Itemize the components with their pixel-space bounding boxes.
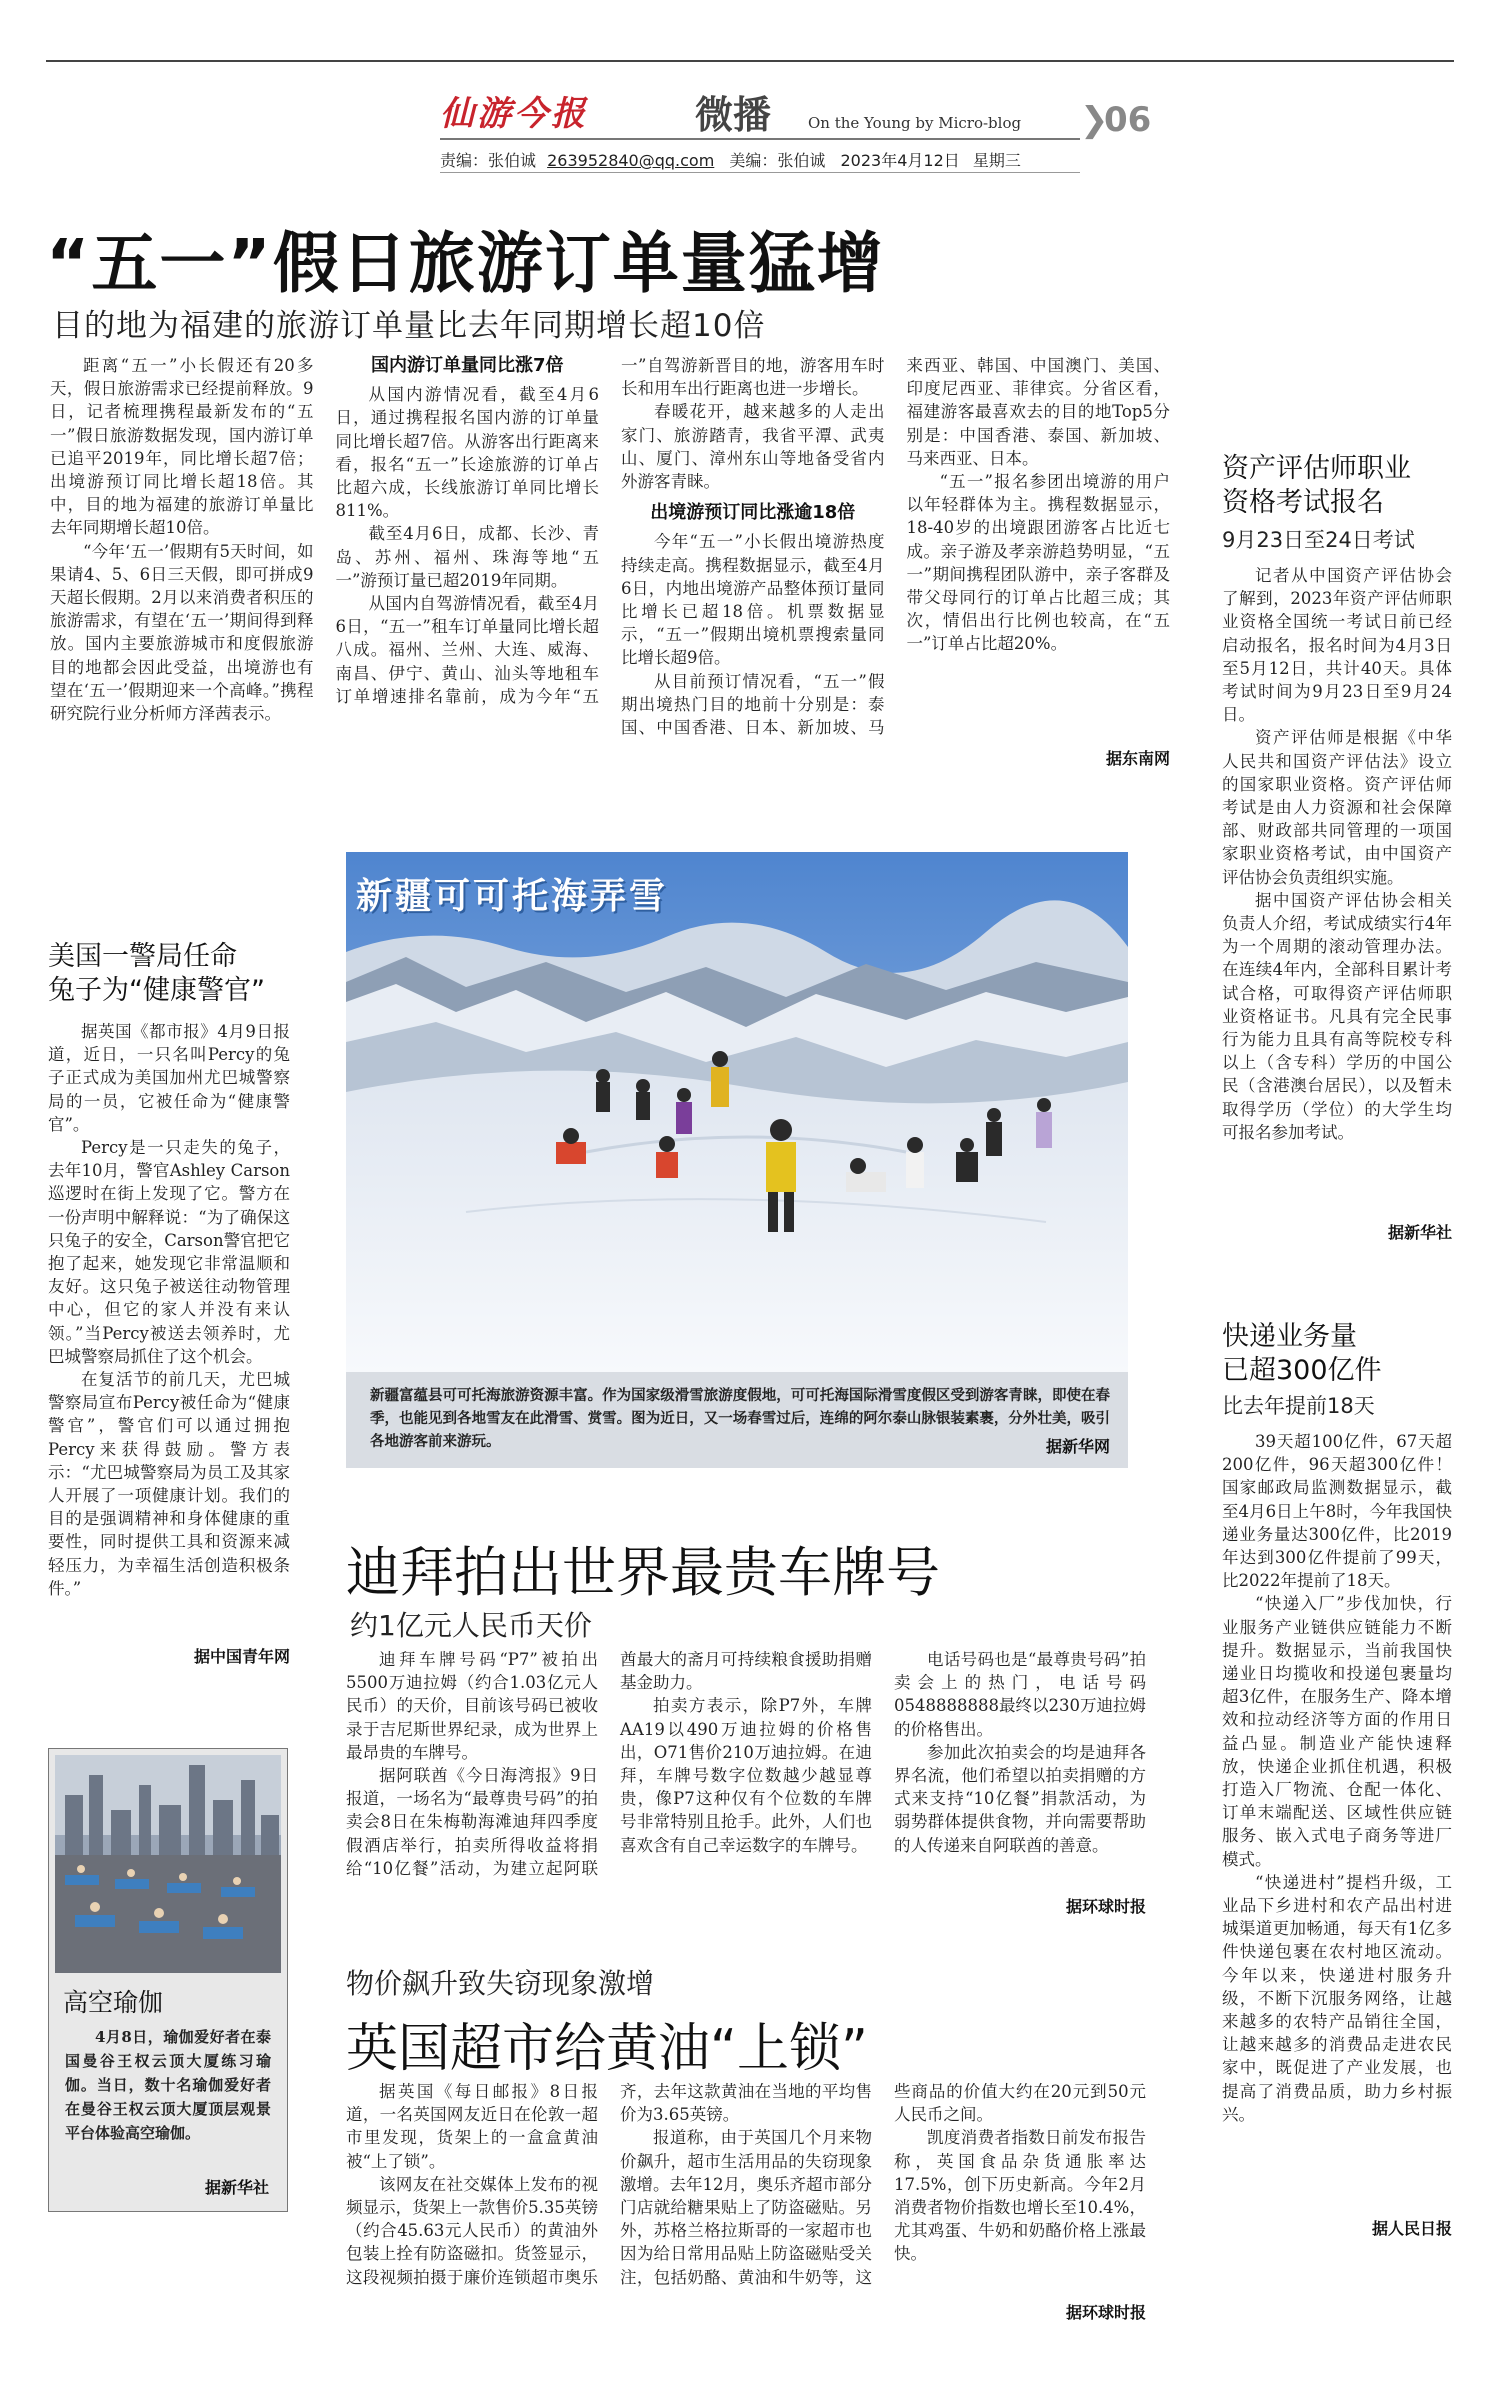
cpa-title-line2: 资格考试报名	[1222, 487, 1384, 518]
masthead-bottom-rule	[440, 172, 1080, 173]
lead-subhead-outbound: 出境游预订同比涨逾18倍	[650, 502, 856, 524]
yoga-box	[48, 1748, 288, 2212]
cpa-subtitle: 9月23日至24日考试	[1222, 528, 1415, 552]
rabbit-title-line1: 美国一警局任命	[48, 941, 237, 972]
dubai-paragraph: 参加此次拍卖会的均是迪拜各界名流，他们希望以拍卖捐赠的方式来支持“10亿餐”捐款活动，为弱势群体提供食物，并向需要帮助的人传递来自阿联酋的善意。	[894, 1742, 1146, 1855]
lead-paragraph: “今年‘五一’假期有5天时间，如果请4、5、6日三天假，即可拼成9天超长假期。2月以来消费者积压的旅游需求，有望在‘五一’期间得到释放。国内主要旅游城市和度假旅游目的地都会因此受益，出境游也有望在‘五一’假期迎来一个高峰。”携程研究院行业分析师方泽茜表示。	[50, 541, 314, 724]
express-title-line1: 快递业务量	[1222, 1321, 1357, 1352]
masthead	[440, 84, 1160, 144]
rabbit-source: 据中国青年网	[193, 1647, 290, 1666]
butter-body	[346, 2080, 1146, 2290]
masthead-logo: 仙游今报	[440, 94, 588, 134]
cpa-body	[1222, 564, 1452, 1214]
snow-photo	[346, 852, 1128, 1372]
express-paragraph: “快递入厂”步伐加快，行业服务产业链供应链能力不断提升。数据显示，当前我国快递业日均揽收和投递包裹量均超3亿件，在服务生产、降本增效和拉动经济等方面的作用日益凸显。制造业产能快速释放，快递企业抓住机遇，积极打造入厂物流、仓配一体化、订单末端配送、区域性供应链服务、嵌入式电子商务等进厂模式。	[1222, 1594, 1452, 1869]
dubai-subheadline: 约1亿元人民币天价	[350, 1609, 592, 1642]
masthead-section-en: On the Young by Micro-blog	[808, 114, 1022, 132]
express-body	[1222, 1430, 1452, 2212]
express-source: 据人民日报	[1371, 2219, 1452, 2238]
designer-name: 美编：张伯诚	[729, 151, 826, 170]
cpa-paragraph: 据中国资产评估协会相关负责人介绍，考试成绩实行4年为一个周期的滚动管理办法。在连续4年内，全部科目累计考试合格，可取得资产评估师职业资格证书。凡具有完全民事行为能力且具有高等院校专科以上（含专科）学历的中国公民（含港澳台居民），以及暂未取得学历（学位）的大学生均可报名参加考试。	[1222, 890, 1452, 1142]
yoga-photo-illustration	[55, 1755, 281, 1973]
dubai-paragraph: 迪拜车牌号码“P7”被拍出5500万迪拉姆（约合1.03亿元人民币）的天价，目前该号码已被收录于吉尼斯世界纪录，成为世界上最昂贵的车牌号。	[346, 1650, 598, 1762]
rabbit-paragraph: Percy是一只走失的兔子，去年10月，警官Ashley Carson巡逻时在街上发现了它。警方在一份声明中解释说：“为了确保这只兔子的安全，Carson警官把它抱了起来，她发现它非常温顺和友好。这只兔子被送往动物管理中心，但它的家人并没有来认领。”当Percy被送去领养时，尤巴城警察局抓住了这个机会。	[48, 1138, 290, 1366]
snow-photo-caption: 新疆富蕴县可可托海旅游资源丰富。作为国家级滑雪旅游度假地，可可托海国际滑雪度假区受到游客青睐，即使在春季，也能见到各地雪友在此滑雪、赏雪。图为近日，又一场春雪过后，连绵的阿尔泰山脉银装素裹，分外壮美，吸引各地游客前来游玩。	[370, 1387, 1110, 1450]
butter-headline: 英国超市给黄油“上锁”	[346, 2019, 868, 2079]
express-title-line2: 已超300亿件	[1222, 1355, 1382, 1386]
cpa-paragraph: 记者从中国资产评估协会了解到，2023年资产评估师职业资格全国统一考试日前已经启动报名，报名时间为4月3日至5月12日，共计40天。具体考试时间为9月23日至9月24日。	[1222, 566, 1452, 725]
issue-date: 2023年4月12日	[840, 151, 960, 170]
dubai-headline: 迪拜拍出世界最贵车牌号	[346, 1541, 940, 1604]
dubai-paragraph: 据阿联酋《今日海湾报》9日报道，一场名为“最尊贵号码”的拍卖会8日在朱梅勒海滩迪拜四季度假酒店举行，拍卖所得收益将捐给“10亿餐”活动，为建立起阿联酋最大的斋月可持续粮食援助捐赠基金助力。	[346, 1650, 872, 1878]
lead-paragraph: 截至4月6日，成都、长沙、青岛、苏州、福州、珠海等地“五一”游预订量已超2019年同期。	[335, 524, 599, 590]
express-paragraph: “快递进村”提档升级，工业品下乡进村和农产品出村进城渠道更加畅通，每天有1亿多件快递包裹在农村地区流动。今年以来，快递进村服务升级，不断下沉服务网络，让越来越多的农特产品销往全国，让越来越多的消费品走进农民家中，既促进了产业发展，也提高了消费品质，助力乡村振兴。	[1222, 1872, 1452, 2124]
lead-paragraph: 从目前预订情况看，“五一”假期出境热门目的地前十分别是：泰国、中国香港、日本、新加坡、马来西亚、韩国、中国澳门、美国、印度尼西亚、菲律宾。分省区看，福建游客最喜欢去的目的地Top5分别是：中国香港、泰国、新加坡、马来西亚、日本。	[621, 356, 1170, 738]
dubai-source: 据环球时报	[1065, 1897, 1146, 1916]
butter-kicker: 物价飙升致失窃现象激增	[346, 1967, 655, 2000]
lead-paragraph: 从国内游情况看，截至4月6日，通过携程报名国内游的订单量同比增长超7倍。从游客出行距离来看，报名“五一”长途旅游的订单占比超六成，长线旅游订单同比增长811%。	[335, 385, 599, 521]
express-subtitle: 比去年提前18天	[1222, 1394, 1375, 1418]
masthead-section: 微播	[695, 93, 772, 137]
lead-body	[50, 354, 1170, 746]
rabbit-paragraph: 据英国《都市报》4月9日报道，近日，一只名叫Percy的兔子正式成为美国加州尤巴城警察局的一员，它被任命为“健康警官”。	[48, 1022, 290, 1134]
editor-email[interactable]: 263952840@qq.com	[547, 151, 715, 170]
butter-source: 据环球时报	[1065, 2303, 1146, 2322]
lead-paragraph: “五一”报名参团出境游的用户以年轻群体为主。携程数据显示，18-40岁的出境跟团游客占比近七成。亲子游及孝亲游趋势明显，“五一”期间携程团队游中，亲子客群及带父母同行的订单占比超三成；其次，情侣出行比例也较高，在“五一”订单占比超20%。	[906, 472, 1170, 654]
snow-photo-source: 据新华网	[1045, 1437, 1110, 1456]
yoga-source: 据新华社	[204, 2178, 269, 2197]
cpa-title	[1222, 452, 1411, 520]
lead-paragraph: 今年“五一”小长假出境游热度持续走高。携程数据显示，截至4月6日，内地出境游产品整体预订量同比增长已超18倍。机票数据显示，“五一”假期出境机票搜索量同比增长超9倍。	[621, 532, 885, 668]
rabbit-paragraph: 在复活节的前几天，尤巴城警察局宣布Percy被任命为“健康警官”，警官们可以通过拥抱Percy来获得鼓励。警方表示：“尤巴城警察局为员工及其家人开展了一项健康计划。我们的目的是强调精神和身体健康的重要性，同时提供工具和资源来减轻压力，为幸福生活创造积极条件。”	[48, 1370, 290, 1598]
rabbit-body	[48, 1020, 290, 1630]
lead-paragraph: 春暖花开，越来越多的人走出家门、旅游踏青，我省平潭、武夷山、厦门、漳州东山等地备受省内外游客青睐。	[621, 402, 885, 492]
lead-subheadline: 目的地为福建的旅游订单量比去年同期增长超10倍	[52, 308, 766, 344]
snow-photo-caption-box	[346, 1372, 1128, 1468]
chevron-right-icon: ❯	[1080, 100, 1109, 140]
lead-headline: “五一”假日旅游订单量猛增	[46, 225, 885, 302]
snow-photo-overlay-title: 新疆可可托海弄雪	[356, 876, 669, 917]
yoga-caption: 4月8日，瑜伽爱好者在泰国曼谷王权云顶大厦练习瑜伽。当日，数十名瑜伽爱好者在曼谷王权云顶大厦顶层观景平台体验高空瑜伽。	[65, 2028, 271, 2142]
top-rule	[46, 60, 1454, 62]
issue-weekday: 星期三	[972, 151, 1021, 170]
butter-paragraph: 据英国《每日邮报》8日报道，一名英国网友近日在伦敦一超市里发现，货架上的一盒盒黄油被“上了锁”。	[346, 2082, 598, 2171]
express-title	[1222, 1320, 1382, 1388]
yoga-title: 高空瑜伽	[63, 1988, 164, 2017]
butter-paragraph: 凯度消费者指数日前发布报告称，英国食品杂货通胀率达17.5%，创下历史新高。今年2月消费者物价指数也增长至10.4%，尤其鸡蛋、牛奶和奶酪价格上涨最快。	[894, 2128, 1146, 2264]
lead-paragraph: 从国内自驾游情况看，截至4月6日，“五一”租车订单量同比增长超八成。福州、兰州、大连、威海、南昌、伊宁、黄山、汕头等地租车订单增速排名靠前，成为今年“五一”自驾游新晋目的地，游客用车时长和用车出行距离也进一步增长。	[335, 356, 885, 706]
lead-source: 据东南网	[1105, 749, 1170, 768]
page-number: 06	[1104, 100, 1152, 140]
yoga-photo	[55, 1755, 281, 1973]
lead-paragraph: 距离“五一”小长假还有20多天，假日旅游需求已经提前释放。9日，记者梳理携程最新发布的“五一”假日旅游数据发现，国内游订单已追平2019年，同比增长超7倍；出境游预订同比增长超18倍。其中，目的地为福建的旅游订单量比去年同期增长超10倍。	[50, 356, 314, 538]
dubai-body	[346, 1648, 1146, 1890]
express-paragraph: 39天超100亿件，67天超200亿件，96天超300亿件！国家邮政局监测数据显示，截至4月6日上午8时，今年我国快递业务量达300亿件，比2019年达到300亿件提前了99天，比2022年提前了18天。	[1222, 1432, 1452, 1591]
rabbit-title-line2: 兔子为“健康警官”	[48, 975, 265, 1006]
butter-paragraph: 报道称，由于英国几个月来物价飙升，超市生活用品的失窃现象激增。去年12月，奥乐齐超市部分门店就给糖果贴上了防盗磁贴。另外，苏格兰格拉斯哥的一家超市也因为给日常用品贴上防盗磁贴受关注，包括奶酪、黄油和牛奶等，这些商品的价值大约在20元到50元人民币之间。	[620, 2082, 1146, 2287]
rabbit-title	[48, 940, 265, 1008]
butter-paragraph: 该网友在社交媒体上发布的视频显示，货架上一款售价5.35英镑（约合45.63元人民币）的黄油外包装上拴有防盗磁扣。货签显示，这段视频拍摄于廉价连锁超市奥乐齐，去年这款黄油在当地的平均售价为3.65英镑。	[346, 2082, 872, 2287]
cpa-title-line1: 资产评估师职业	[1222, 453, 1411, 484]
editor-line	[440, 148, 1021, 171]
cpa-paragraph: 资产评估师是根据《中华人民共和国资产评估法》设立的国家职业资格。资产评估师考试是由人力资源和社会保障部、财政部共同管理的一项国家职业资格考试，由中国资产评估协会负责组织实施。	[1222, 728, 1452, 887]
masthead-underline	[440, 138, 1080, 140]
cpa-source: 据新华社	[1387, 1223, 1452, 1242]
editor-name: 责编：张伯诚	[440, 151, 537, 170]
lead-subhead-domestic: 国内游订单量同比涨7倍	[370, 355, 564, 376]
dubai-paragraph: 拍卖方表示，除P7外，车牌AA19以490万迪拉姆的价格售出，O71售价210万迪拉姆。在迪拜，车牌号数字位数越少越显尊贵，像P7这种仅有个位数的车牌号非常特别且抢手。此外，人们也喜欢含有自己幸运数字的车牌号。	[620, 1696, 872, 1855]
snow-photo-illustration	[346, 852, 1128, 1372]
dubai-paragraph: 电话号码也是“最尊贵号码”拍卖会上的热门，电话号码0548888888最终以230万迪拉姆的价格售出。	[894, 1650, 1146, 1739]
